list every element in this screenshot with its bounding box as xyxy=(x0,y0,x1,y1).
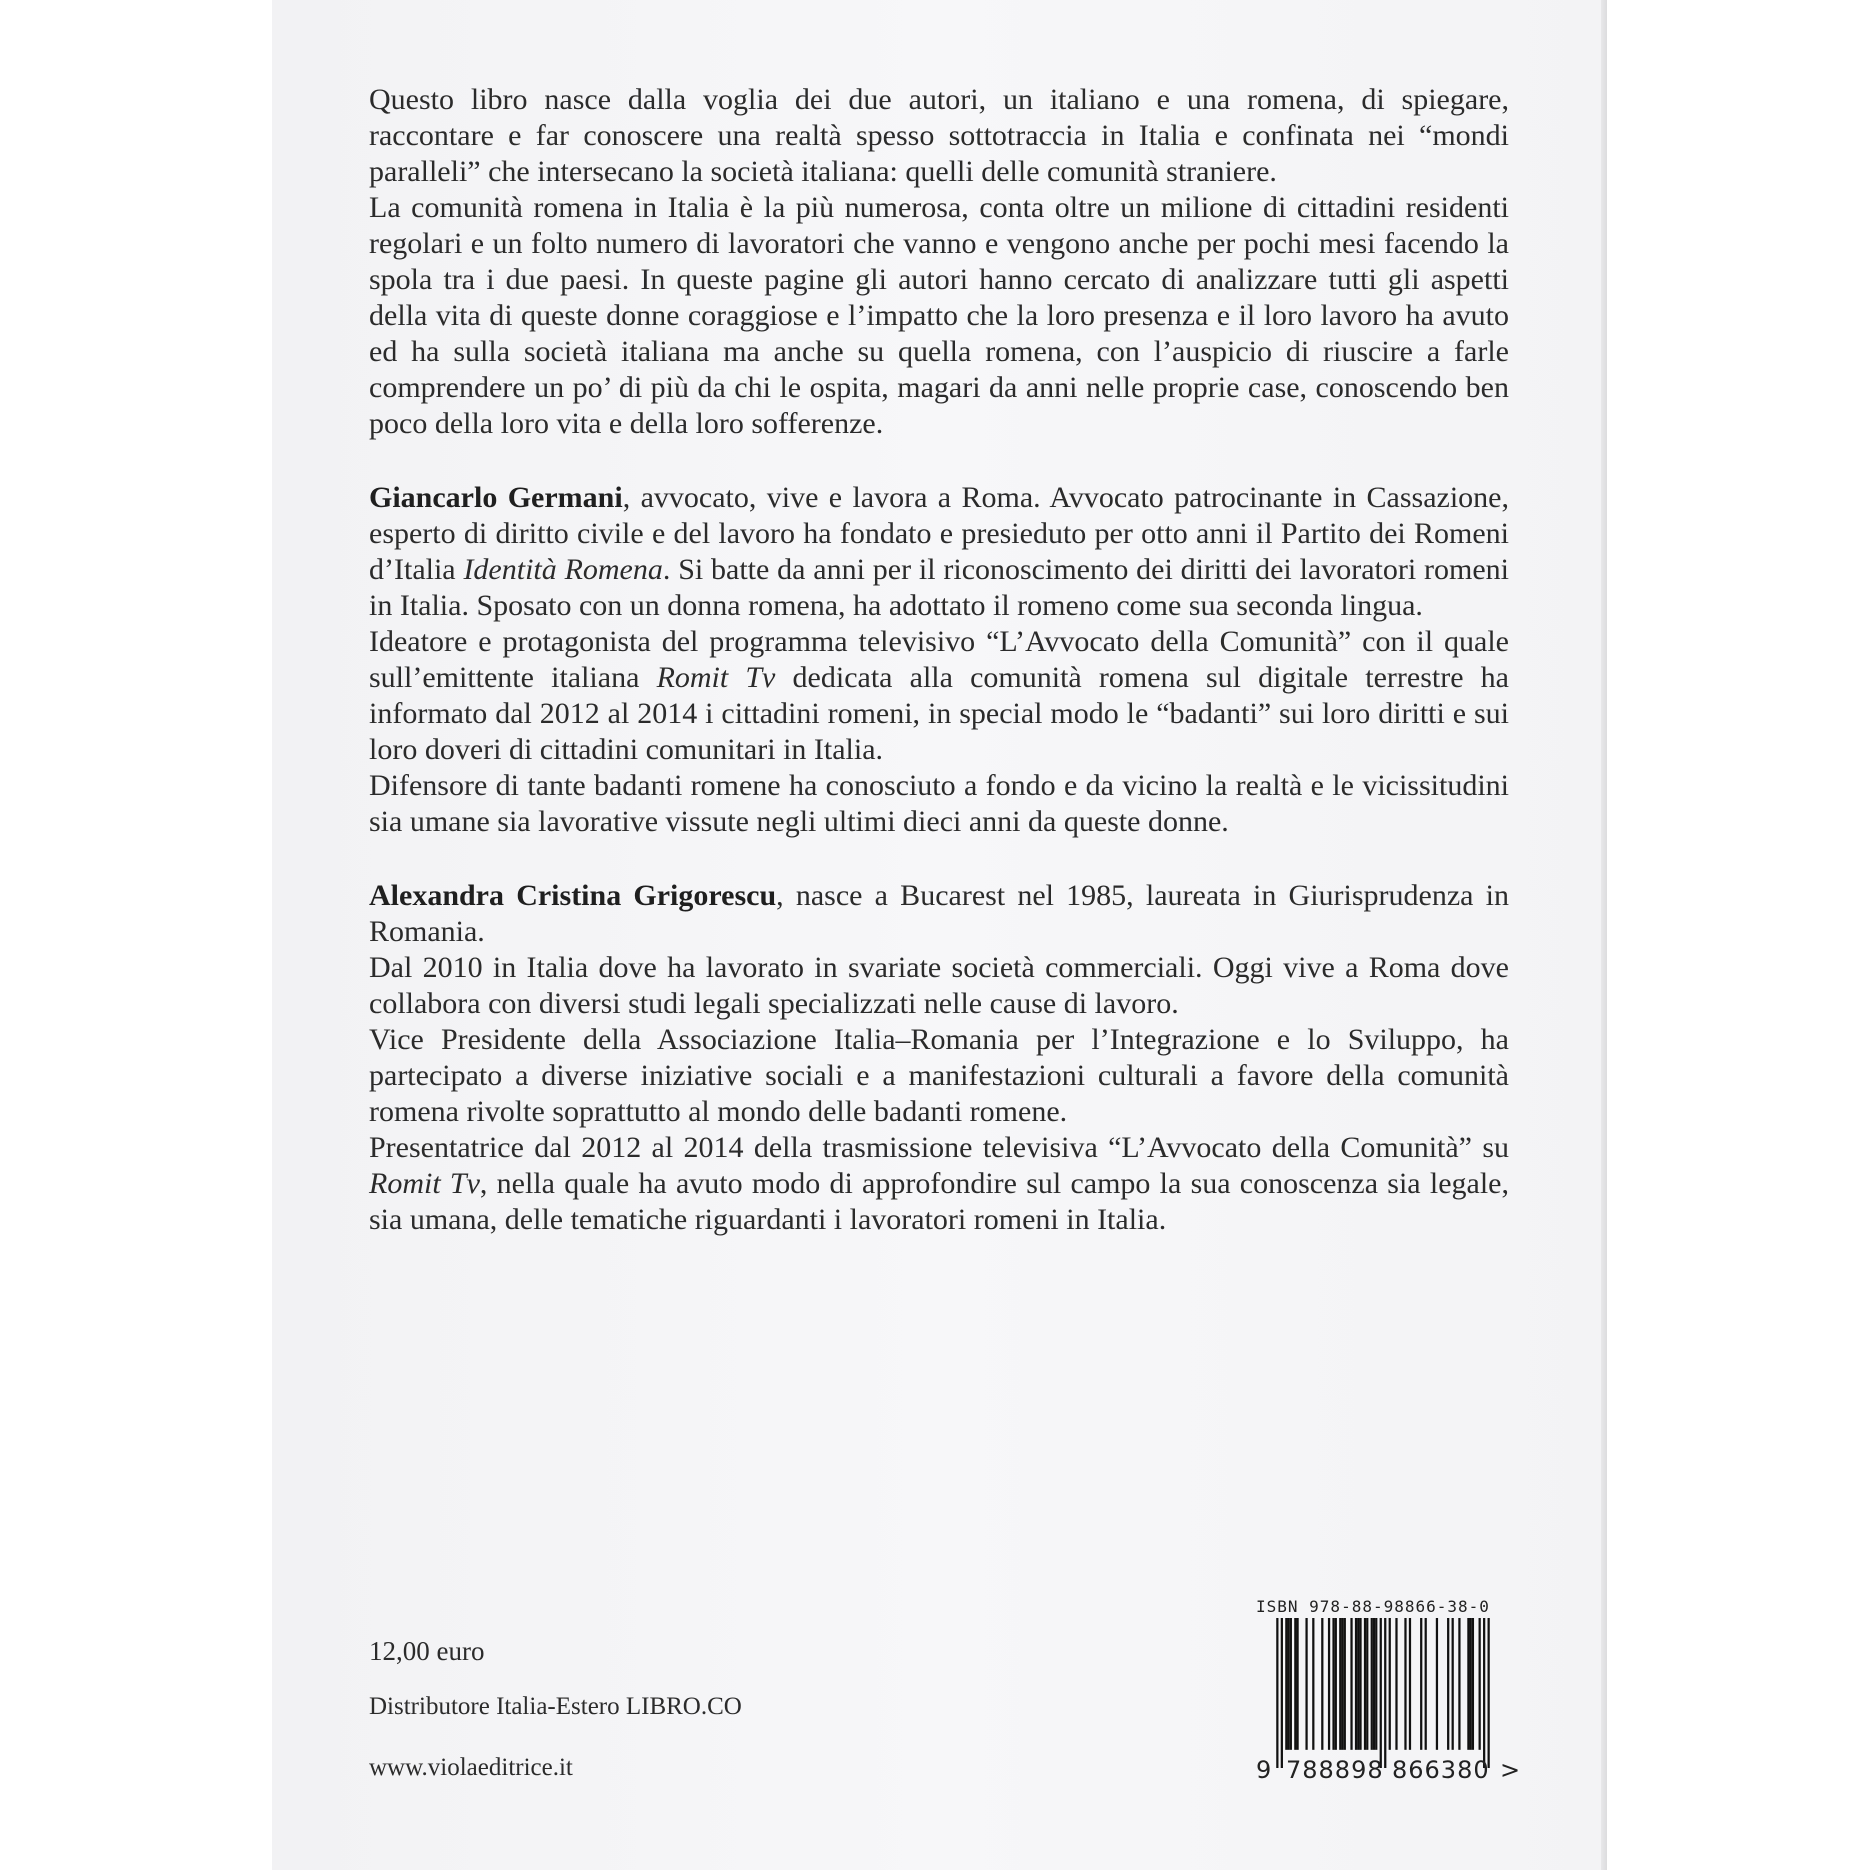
barcode-bar xyxy=(1389,1618,1391,1750)
barcode-bar xyxy=(1294,1618,1296,1750)
distributor: Distributore Italia-Estero LIBRO.CO xyxy=(369,1693,742,1720)
price: 12,00 euro xyxy=(369,1636,485,1666)
barcode-bar xyxy=(1350,1618,1352,1750)
barcode-bar xyxy=(1305,1618,1307,1750)
barcode-lead-digit: 9 xyxy=(1256,1756,1272,1784)
back-cover-text xyxy=(369,82,1509,1238)
party-name: Identità Romena xyxy=(463,553,663,586)
barcode-bar xyxy=(1488,1618,1490,1768)
barcode-bar xyxy=(1276,1618,1278,1768)
barcode-bar xyxy=(1472,1618,1474,1750)
author1-tv-paragraph: Ideatore e protagonista del programma televisivo “L’Avvocato della Comunità” con il quale sull’emittente italiana Romit Tv dedicata alla comunità romena sul digitale terrestre ha informato dal 2012 al 2014 i cittadini romeni, in special modo le “badanti” sui loro diritti e sui loro doveri di cittadini comunitari in Italia. xyxy=(369,625,1509,766)
author1-name: Giancarlo Germani xyxy=(369,481,623,514)
author1-bio: Giancarlo Germani, avvocato, vive e lavora a Roma. Avvocato patrocinante in Cassazione, esperto di diritto civile e del lavoro ha fondato e presieduto per otto anni il Partito dei Romeni d’Italia Identità Romena. Si batte da anni per il riconoscimento dei diritti dei lavoratori romeni in Italia. Sposato con un donna romena, ha adottato il romeno come sua seconda lingua. xyxy=(369,481,1509,622)
barcode-bar xyxy=(1479,1618,1481,1750)
intro-paragraph-2: La comunità romena in Italia è la più numerosa, conta oltre un milione di cittadini residenti regolari e un folto numero di lavoratori che vanno e vengono anche per pochi mesi facendo la spola tra i due paesi. In queste pagine gli autori hanno cercato di analizzare tutti gli aspetti della vita di queste donne coraggiose e l’impatto che la loro presenza e il loro lavoro ha avuto ed ha sulla società italiana ma anche su quella romena, con l’auspicio di riuscire a farle comprendere un po’ di più da chi le ospita, magari da anni nelle proprie case, conoscendo ben poco della loro vita e della loro sofferenze. xyxy=(369,191,1509,440)
author2-paragraph-3: Vice Presidente della Associazione Italia–Romania per l’Integrazione e lo Sviluppo, ha partecipato a diverse iniziative sociali e a manifestazioni culturali a favore della comunità romena rivolte soprattutto al mondo delle badanti romene. xyxy=(369,1023,1509,1128)
barcode-bar xyxy=(1341,1618,1343,1750)
barcode-bar xyxy=(1458,1618,1460,1750)
barcode-bar xyxy=(1452,1618,1454,1750)
barcode-bar xyxy=(1344,1618,1346,1750)
barcode-bar xyxy=(1395,1618,1397,1750)
author1-paragraph-3: Difensore di tante badanti romene ha conosciuto a fondo e da vicino la realtà e le vicissitudini sia umane sia lavorative vissute negli ultimi dieci anni da queste donne. xyxy=(369,769,1509,838)
cover-edge xyxy=(1601,0,1607,1870)
barcode-bar xyxy=(1470,1618,1472,1750)
barcode-bar xyxy=(1290,1618,1292,1750)
barcode-bar xyxy=(1420,1618,1422,1750)
author2-paragraph-2: Dal 2010 in Italia dove ha lavorato in svariate società commerciali. Oggi vive a Roma dove collabora con diversi studi legali specializzati nelle cause di lavoro. xyxy=(369,951,1509,1020)
barcode-bar xyxy=(1296,1618,1298,1750)
barcode-bar xyxy=(1371,1618,1373,1750)
barcode-bar xyxy=(1312,1618,1314,1750)
tv-channel-name: Romit Tv xyxy=(656,661,776,694)
tv-channel-name: Romit Tv xyxy=(369,1167,480,1200)
barcode-bar xyxy=(1332,1618,1334,1750)
barcode-bar xyxy=(1447,1618,1449,1750)
barcode-icon xyxy=(1256,1618,1510,1768)
barcode-bar xyxy=(1467,1618,1469,1750)
barcode-bar xyxy=(1366,1618,1368,1750)
barcode-bar xyxy=(1335,1618,1337,1750)
barcode-bar xyxy=(1425,1618,1427,1750)
barcode-arrow: > xyxy=(1500,1756,1521,1784)
barcode-bar xyxy=(1404,1618,1406,1750)
website-link[interactable]: www.violaeditrice.it xyxy=(369,1754,573,1781)
intro-paragraph-1: Questo libro nasce dalla voglia dei due autori, un italiano e una romena, di spiegare, raccontare e far conoscere una realtà spesso sottotraccia in Italia e confinata nei “mondi paralleli” che intersecano la società italiana: quelli delle comunità straniere. xyxy=(369,83,1509,188)
barcode-right-group: 866380 xyxy=(1392,1756,1490,1784)
barcode-bar xyxy=(1285,1618,1287,1750)
barcode-bar xyxy=(1384,1618,1386,1768)
barcode-bar xyxy=(1355,1618,1357,1750)
barcode-left-group: 788898 xyxy=(1286,1756,1384,1784)
author2-name: Alexandra Cristina Grigorescu xyxy=(369,879,777,912)
barcode-bar xyxy=(1364,1618,1366,1750)
barcode-bar xyxy=(1281,1618,1283,1768)
barcode-bar xyxy=(1321,1618,1323,1750)
barcode-bar xyxy=(1328,1618,1330,1750)
barcode-bar xyxy=(1375,1618,1377,1750)
isbn-label: ISBN 978-88-98866-38-0 xyxy=(1256,1597,1490,1616)
author2-tv-paragraph: Presentatrice dal 2012 al 2014 della trasmissione televisiva “L’Avvocato della Comunità” su Romit Tv, nella quale ha avuto modo di approfondire sul campo la sua conoscenza sia legale, sia umana, delle tematiche riguardanti i lavoratori romeni in Italia. xyxy=(369,1131,1509,1236)
barcode-bar xyxy=(1287,1618,1289,1750)
barcode-bar xyxy=(1359,1618,1361,1750)
barcode-bar xyxy=(1373,1618,1375,1750)
author2-bio: Alexandra Cristina Grigorescu, nasce a Bucarest nel 1985, laureata in Giurisprudenza in Romania. xyxy=(369,879,1510,948)
barcode-bar xyxy=(1339,1618,1341,1750)
barcode-bar xyxy=(1357,1618,1359,1750)
barcode-bar xyxy=(1409,1618,1411,1750)
barcode-bar xyxy=(1380,1618,1382,1768)
barcode-bar xyxy=(1436,1618,1438,1750)
barcode-bar xyxy=(1483,1618,1485,1768)
